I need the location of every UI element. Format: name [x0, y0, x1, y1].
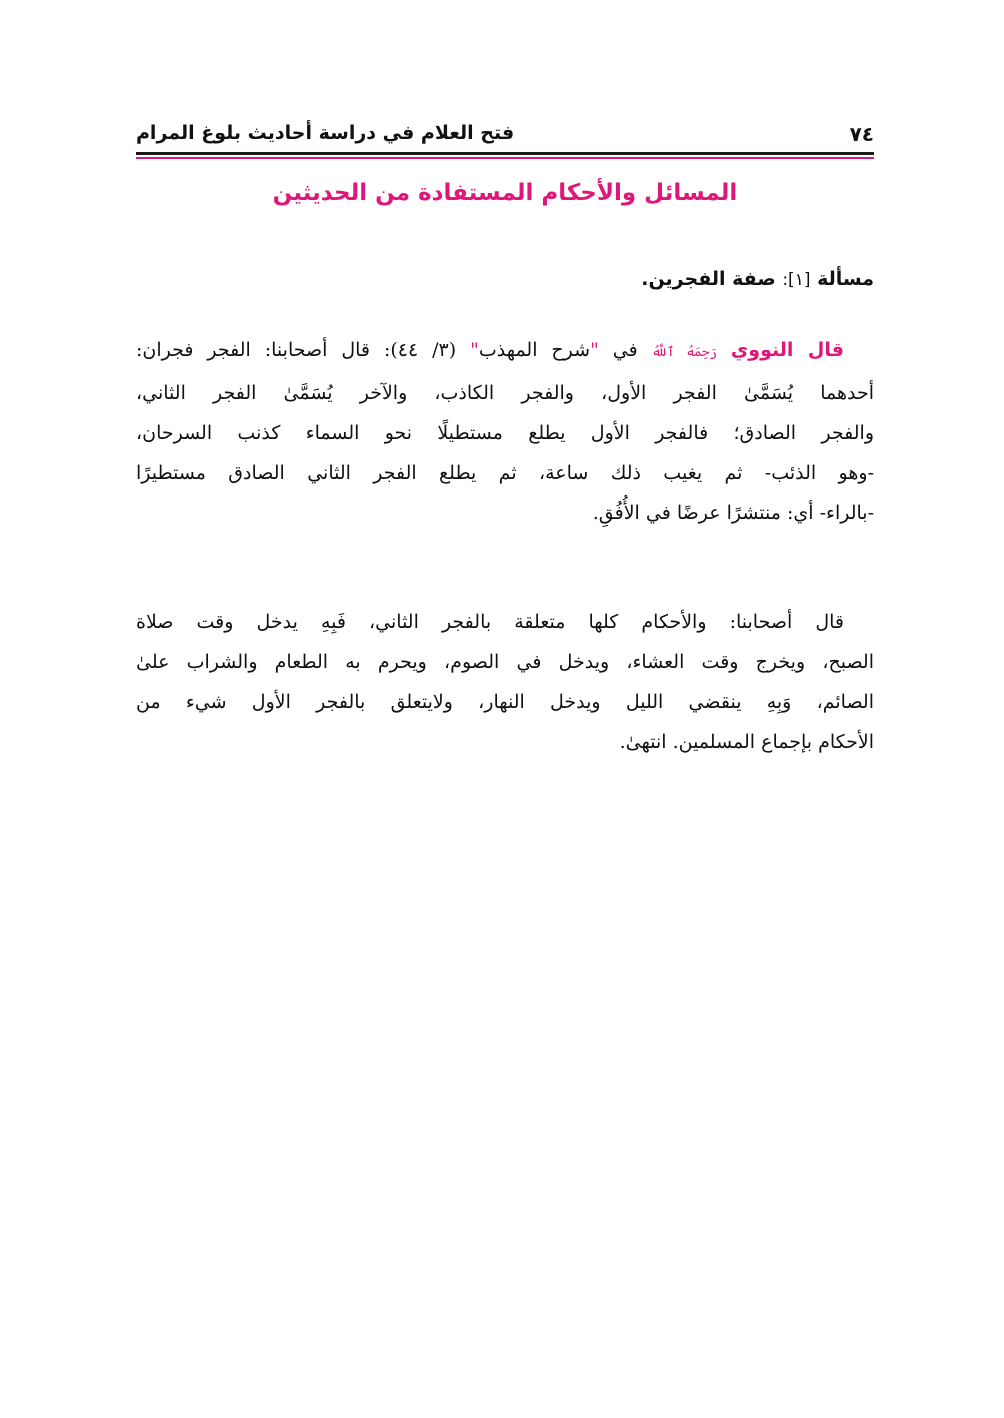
pre-book-word: في — [612, 339, 638, 361]
page-number: ٧٤ — [849, 122, 874, 146]
running-book-title: فتح العلام في دراسة أحاديث بلوغ المرام — [136, 122, 515, 144]
section-title: المسائل والأحكام المستفادة من الحديثين — [272, 180, 738, 206]
paragraph-rulings — [136, 602, 874, 762]
issue-title: صفة الفجرين. — [641, 268, 776, 290]
header-rule-dark — [136, 152, 874, 155]
paragraph-line: والفجر الصادق؛ فالفجر الأول يطلع مستطيلًا نحو السماء كذنب السرحان، — [136, 422, 874, 444]
paragraph-line: الأحكام بإجماع المسلمين. انتهىٰ. — [619, 731, 874, 753]
line-text: قال أصحابنا: والأحكام كلها متعلقة بالفجر الثاني، فَبِهِ يدخل وقت صلاة — [136, 611, 844, 633]
paragraph-line: أحدهما يُسَمَّىٰ الفجر الأول، والفجر الكاذب، والآخر يُسَمَّىٰ الفجر الثاني، — [136, 382, 874, 404]
page-header — [136, 118, 874, 154]
speaker-name: قال النووي — [730, 339, 844, 361]
paragraph-line — [136, 602, 874, 642]
line-text: قال أصحابنا: الفجر فجران: — [136, 339, 371, 361]
book-reference: (٣/ ٤٤): — [383, 339, 457, 361]
paragraph-line: -بالراء- أي: منتشرًا عرضًا في الأُفُقِ. — [592, 502, 874, 524]
paragraph-nawawi-quote — [136, 330, 874, 533]
paragraph-line — [136, 330, 874, 373]
paragraph-line: الصائم، وَبِهِ ينقضي الليل ويدخل النهار، ولايتعلق بالفجر الأول شيء من — [136, 691, 874, 713]
paragraph-line: الصبح، ويخرج وقت العشاء، ويدخل في الصوم، ويحرم به الطعام والشراب علىٰ — [136, 651, 874, 673]
header-rule-accent — [136, 157, 874, 159]
book-name: شرح المهذب — [478, 339, 591, 361]
issue-heading — [641, 268, 874, 290]
honorific: رَحِمَهُ ٱللَّهُ — [651, 345, 717, 360]
quote-mark-close: " — [470, 339, 479, 361]
issue-label: مسألة — [817, 268, 874, 290]
paragraph-line: -وهو الذئب- ثم يغيب ذلك ساعة، ثم يطلع الفجر الثاني الصادق مستطيرًا — [136, 462, 874, 484]
quote-mark-open: " — [590, 339, 599, 361]
issue-number: [١]: — [782, 270, 811, 290]
